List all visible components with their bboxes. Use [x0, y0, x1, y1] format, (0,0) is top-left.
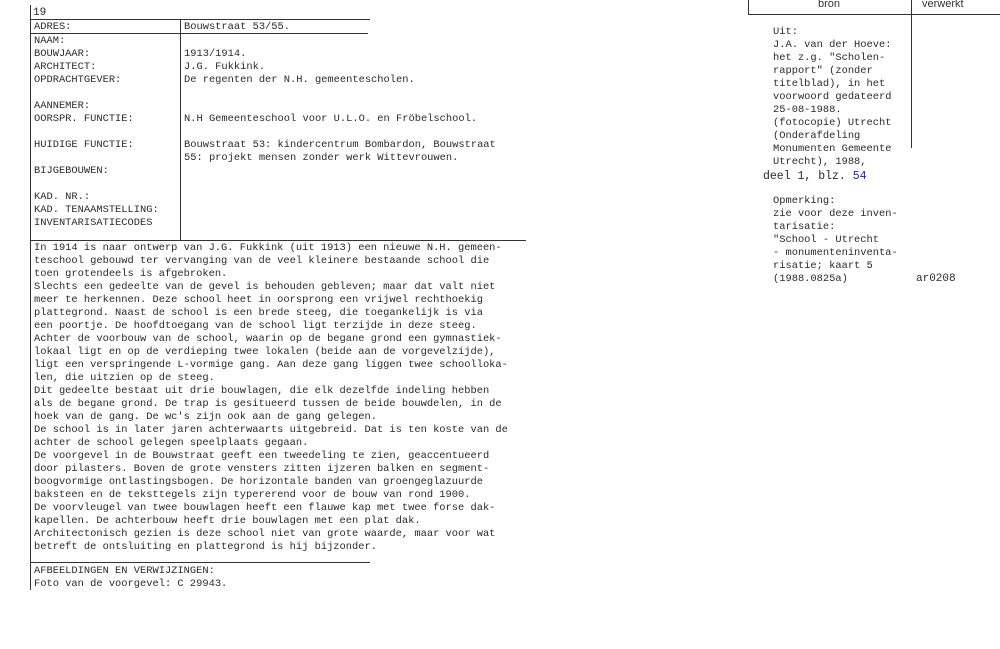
description-line: als de begane grond. De trap is gesitueerd tussen de beide bouwdelen, in de	[34, 398, 502, 410]
source-reference	[773, 26, 891, 169]
illustrations-text: Foto van de voorgevel: C 29943.	[34, 578, 228, 590]
remark-line: - monumenteninventa-	[773, 247, 898, 259]
description-line: ligt een verspringende L-vormige gang. Aan deze gang liggen twee schoolloka-	[34, 359, 508, 371]
field-label-bijgebouwen: BIJGEBOUWEN:	[34, 165, 109, 177]
inventory-code: ar0208	[916, 273, 956, 285]
description-line: een poortje. De hoofdtoegang van de school ligt terzijde in deze steeg.	[34, 320, 477, 332]
sidebar-header-rule	[748, 14, 1000, 15]
field-label-inventarisatiecodes: INVENTARISATIECODES	[34, 217, 153, 229]
remark-line: (1988.0825a)	[773, 273, 848, 285]
description-line: teschool gebouwd ter vervanging van de veel kleinere bestaande school die	[34, 255, 490, 267]
field-label-bouwjaar: BOUWJAAR:	[34, 48, 91, 60]
field-label-opdrachtgever: OPDRACHTGEVER:	[34, 74, 122, 86]
source-line: (Onderafdeling	[773, 130, 861, 142]
field-value-oorspr-functie: N.H Gemeenteschool voor U.L.O. en Fröbelschool.	[184, 113, 478, 125]
description-line: len, die uitzien op de steeg.	[34, 372, 215, 384]
description	[34, 242, 508, 554]
field-value-architect: J.G. Fukkink.	[184, 61, 266, 73]
field-value-huidige-functie-cont: 55: projekt mensen zonder werk Wittevrouwen.	[184, 152, 459, 164]
description-line: door pilasters. Boven de grote vensters zitten ijzeren balken en segment-	[34, 463, 490, 475]
source-line: Utrecht), 1988,	[773, 156, 867, 168]
field-label-architect: ARCHITECT:	[34, 61, 97, 73]
description-line: toen grotendeels is afgebroken.	[34, 268, 228, 280]
column-divider	[180, 19, 181, 240]
sidebar-left-rule	[748, 0, 749, 14]
source-line: het z.g. "Scholen-	[773, 52, 886, 64]
field-label-aannemer: AANNEMER:	[34, 100, 91, 112]
field-label-huidige-functie: HUIDIGE FUNCTIE:	[34, 139, 134, 151]
source-line: rapport" (zonder	[773, 65, 873, 77]
remark	[773, 195, 898, 286]
description-line: Achter de voorbouw van de school, waarin op de begane grond een gymnastiek-	[34, 333, 502, 345]
source-line: titelblad), in het	[773, 78, 886, 90]
source-deel-page: 54	[852, 170, 867, 183]
field-label-naam: NAAM:	[34, 35, 66, 47]
source-line: J.A. van der Hoeve:	[773, 39, 892, 51]
source-line: voorwoord gedateerd	[773, 91, 892, 103]
description-line: baksteen en de teksttegels zijn typererend voor de bouw van rond 1900.	[34, 489, 471, 501]
remark-line: Opmerking:	[773, 195, 836, 207]
field-value-opdrachtgever: De regenten der N.H. gemeentescholen.	[184, 74, 415, 86]
illustrations-heading: AFBEELDINGEN EN VERWIJZINGEN:	[34, 565, 215, 577]
column-header-bron: bron	[818, 0, 841, 10]
remark-line: risatie; kaart 5	[773, 260, 873, 272]
field-label-kad-tenaamstelling: KAD. TENAAMSTELLING:	[34, 204, 159, 216]
description-line: boogvormige ontlastingsbogen. De horizontale banden van groengeglazuurde	[34, 476, 483, 488]
description-line: plattegrond. Naast de school is een brede steeg, die toegankelijk is via	[34, 307, 483, 319]
column-header-verwerkt: verwerkt	[922, 0, 964, 10]
form-bottom-rule	[30, 240, 526, 241]
description-line: De voorgevel in de Bouwstraat geeft een tweedeling te zien, geaccentueerd	[34, 450, 490, 462]
description-line: Dit gedeelte bestaat uit drie bouwlagen, die elk dezelfde indeling hebben	[34, 385, 490, 397]
description-line: hoek van de gang. De wc's zijn ook aan de gang gelegen.	[34, 411, 377, 423]
description-line: Slechts een gedeelte van de gevel is behouden gebleven; maar dat valt niet	[34, 281, 496, 293]
left-margin-rule	[30, 5, 31, 590]
top-rule	[30, 19, 370, 20]
description-line: De voorvleugel van twee bouwlagen heeft een flauwe kap met twee forse dak-	[34, 502, 496, 514]
remark-line: "School - Utrecht	[773, 234, 880, 246]
field-label-kad-nr: KAD. NR.:	[34, 191, 91, 203]
sidebar-mid-rule	[911, 0, 912, 148]
field-label-adres: ADRES:	[34, 21, 72, 33]
source-deel-text: deel 1, blz.	[763, 170, 846, 183]
source-line: Monumenten Gemeente	[773, 143, 892, 155]
description-line: meer te herkennen. Deze school heet in oorsprong een vrijwel rechthoekig	[34, 294, 483, 306]
description-line: achter de school gelegen speelplaats gegaan.	[34, 437, 309, 449]
source-deel	[763, 170, 867, 183]
page-number: 19	[33, 7, 47, 19]
description-line: lokaal ligt en op de verdieping twee lokalen (beide aan de vorgevelzijde),	[34, 346, 496, 358]
source-line: (fotocopie) Utrecht	[773, 117, 892, 129]
description-line: kapellen. De achterbouw heeft drie bouwlagen met een plat dak.	[34, 515, 421, 527]
description-line: In 1914 is naar ontwerp van J.G. Fukkink (uit 1913) een nieuwe N.H. gemeen-	[34, 242, 502, 254]
field-label-oorspr-functie: OORSPR. FUNCTIE:	[34, 113, 134, 125]
illustrations-rule	[30, 562, 370, 563]
remark-line: zie voor deze inven-	[773, 208, 898, 220]
field-value-huidige-functie: Bouwstraat 53: kindercentrum Bombardon, Bouwstraat	[184, 139, 496, 151]
remark-line: tarisatie:	[773, 221, 836, 233]
description-line: betreft de ontsluiting en plattegrond is hij bijzonder.	[34, 541, 377, 553]
source-line: 25-08-1988.	[773, 104, 842, 116]
field-value-adres: Bouwstraat 53/55.	[184, 21, 291, 33]
source-line: Uit:	[773, 26, 798, 38]
description-line: Architectonisch gezien is deze school niet van grote waarde, maar voor wat	[34, 528, 496, 540]
description-line: De school is in later jaren achterwaarts uitgebreid. Dat is ten koste van de	[34, 424, 508, 436]
field-value-bouwjaar: 1913/1914.	[184, 48, 247, 60]
